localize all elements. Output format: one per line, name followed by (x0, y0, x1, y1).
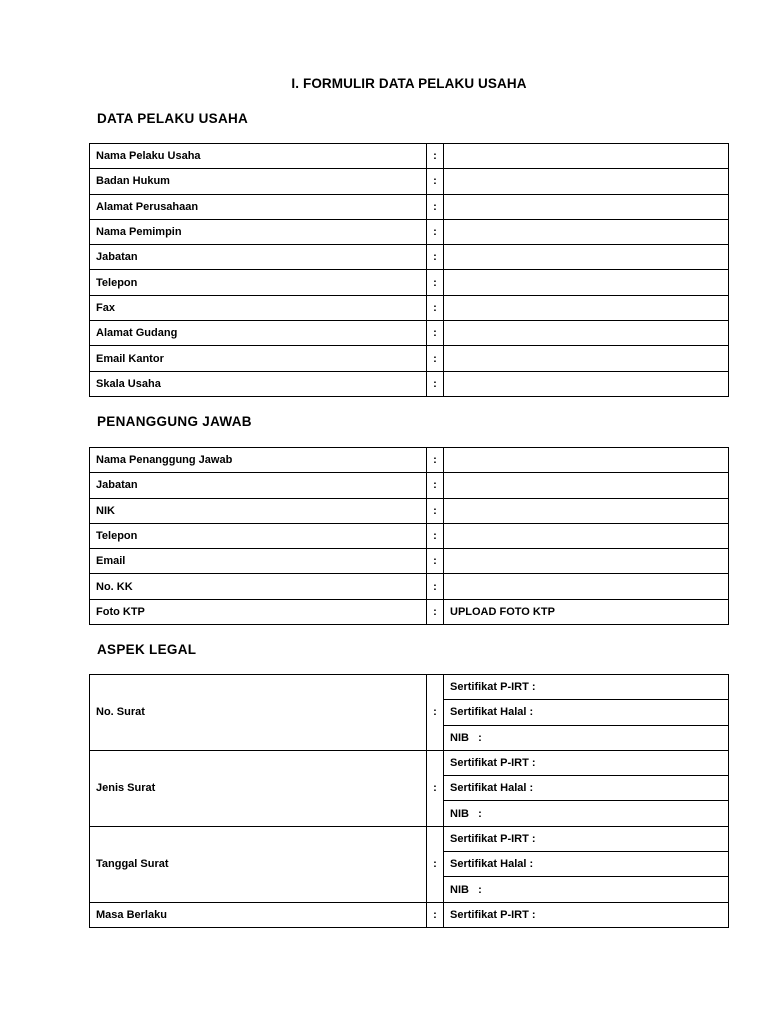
table-row (90, 169, 729, 194)
colon-separator: : (427, 750, 444, 826)
colon-separator: : (427, 270, 444, 295)
colon-separator: : (427, 448, 444, 473)
colon-separator: : (427, 498, 444, 523)
pelaku-usaha-table (89, 143, 729, 397)
email-kantor-field[interactable] (444, 346, 729, 371)
table-row (90, 371, 729, 396)
colon-separator: : (427, 549, 444, 574)
nama-pelaku-usaha-field[interactable] (444, 144, 729, 169)
fax-field[interactable] (444, 295, 729, 320)
nib-field[interactable]: NIB : (444, 801, 729, 826)
field-label: Foto KTP (90, 599, 427, 624)
email-field[interactable] (444, 549, 729, 574)
nib-field[interactable]: NIB : (444, 725, 729, 750)
field-label: Tanggal Surat (90, 826, 427, 902)
field-label: Alamat Gudang (90, 321, 427, 346)
table-row (90, 219, 729, 244)
colon-separator: : (427, 599, 444, 624)
field-label: Badan Hukum (90, 169, 427, 194)
field-label: NIK (90, 498, 427, 523)
field-label: No. KK (90, 574, 427, 599)
field-label: No. Surat (90, 675, 427, 751)
sertifikat-pirt-field[interactable]: Sertifikat P-IRT : (444, 675, 729, 700)
table-row (90, 194, 729, 219)
field-label: Nama Penanggung Jawab (90, 448, 427, 473)
table-row (90, 270, 729, 295)
table-row (90, 750, 729, 775)
table-row (90, 144, 729, 169)
table-row (90, 599, 729, 624)
colon-separator: : (427, 371, 444, 396)
field-label: Nama Pemimpin (90, 219, 427, 244)
colon-separator: : (427, 902, 444, 927)
field-label: Alamat Perusahaan (90, 194, 427, 219)
colon-separator: : (427, 194, 444, 219)
section-title-pelaku-usaha: DATA PELAKU USAHA (97, 111, 249, 126)
jabatan-field[interactable] (444, 245, 729, 270)
table-row (90, 473, 729, 498)
nama-pemimpin-field[interactable] (444, 219, 729, 244)
colon-separator: : (427, 574, 444, 599)
colon-separator: : (427, 219, 444, 244)
field-label: Masa Berlaku (90, 902, 427, 927)
colon-separator: : (427, 523, 444, 548)
field-label: Email (90, 549, 427, 574)
colon-separator: : (427, 346, 444, 371)
nama-penanggung-jawab-field[interactable] (444, 448, 729, 473)
colon-separator: : (427, 321, 444, 346)
table-row (90, 574, 729, 599)
field-label: Skala Usaha (90, 371, 427, 396)
field-label: Nama Pelaku Usaha (90, 144, 427, 169)
nib-field[interactable]: NIB : (444, 877, 729, 902)
table-row (90, 523, 729, 548)
colon-separator: : (427, 245, 444, 270)
penanggung-jawab-table (89, 447, 729, 625)
field-label: Jabatan (90, 473, 427, 498)
table-row (90, 245, 729, 270)
table-row (90, 498, 729, 523)
sertifikat-pirt-field[interactable]: Sertifikat P-IRT : (444, 750, 729, 775)
colon-separator: : (427, 826, 444, 902)
upload-foto-ktp-field[interactable]: UPLOAD FOTO KTP (444, 599, 729, 624)
telepon-field[interactable] (444, 270, 729, 295)
sertifikat-pirt-field[interactable]: Sertifikat P-IRT : (444, 826, 729, 851)
colon-separator: : (427, 295, 444, 320)
section-title-aspek-legal: ASPEK LEGAL (97, 642, 197, 657)
skala-usaha-field[interactable] (444, 371, 729, 396)
sertifikat-halal-field[interactable]: Sertifikat Halal : (444, 700, 729, 725)
table-row (90, 346, 729, 371)
field-label: Fax (90, 295, 427, 320)
table-row (90, 448, 729, 473)
colon-separator: : (427, 675, 444, 751)
field-label: Jabatan (90, 245, 427, 270)
field-label: Telepon (90, 523, 427, 548)
alamat-perusahaan-field[interactable] (444, 194, 729, 219)
sertifikat-halal-field[interactable]: Sertifikat Halal : (444, 776, 729, 801)
table-row (90, 549, 729, 574)
table-row (90, 826, 729, 851)
jabatan-pj-field[interactable] (444, 473, 729, 498)
badan-hukum-field[interactable] (444, 169, 729, 194)
table-row (90, 295, 729, 320)
field-label: Email Kantor (90, 346, 427, 371)
table-row (90, 321, 729, 346)
aspek-legal-table (89, 674, 729, 928)
field-label: Telepon (90, 270, 427, 295)
section-title-penanggung-jawab: PENANGGUNG JAWAB (97, 414, 252, 429)
table-row (90, 675, 729, 700)
field-label: Jenis Surat (90, 750, 427, 826)
telepon-pj-field[interactable] (444, 523, 729, 548)
table-row (90, 902, 729, 927)
no-kk-field[interactable] (444, 574, 729, 599)
sertifikat-pirt-field[interactable]: Sertifikat P-IRT : (444, 902, 729, 927)
nik-field[interactable] (444, 498, 729, 523)
document-title: I. FORMULIR DATA PELAKU USAHA (291, 76, 527, 91)
colon-separator: : (427, 144, 444, 169)
sertifikat-halal-field[interactable]: Sertifikat Halal : (444, 852, 729, 877)
alamat-gudang-field[interactable] (444, 321, 729, 346)
colon-separator: : (427, 473, 444, 498)
colon-separator: : (427, 169, 444, 194)
